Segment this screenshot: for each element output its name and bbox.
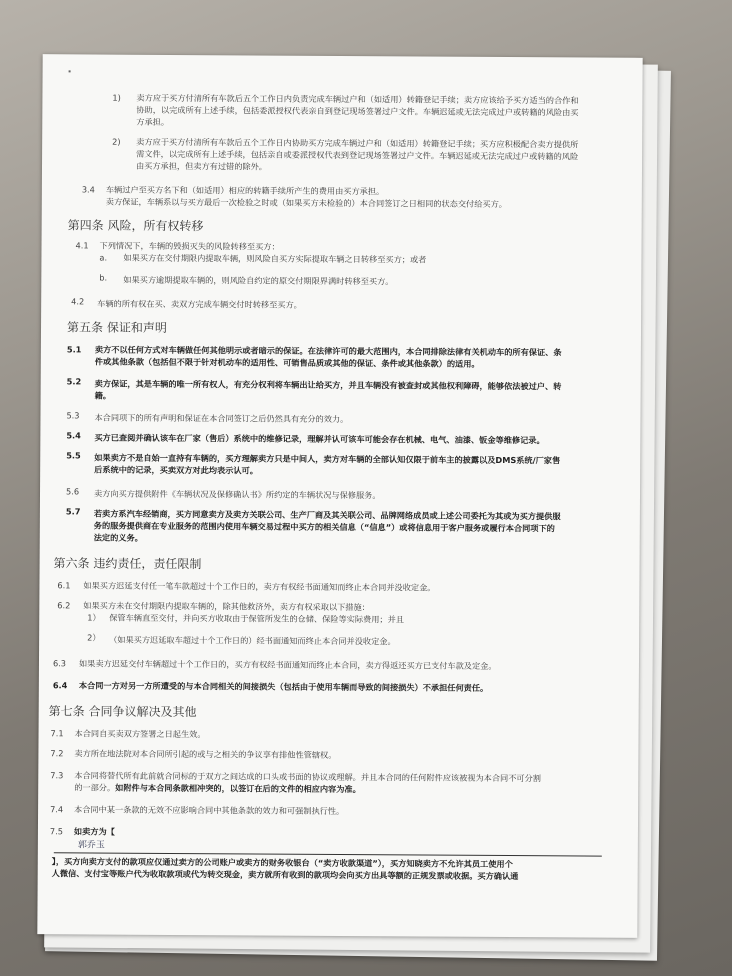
clause-number: 5.2 [66,376,82,387]
text-line: 如果买方逾期提取车辆的，则风险自约定的原交付期限界满时转移至买方。 [123,274,394,287]
text-line: 保管车辆直至交付，并向买方收取由于保管所发生的仓储、保险等实际费用；并且 [109,612,405,625]
clause-number: 6.2 [57,600,71,611]
clause-number: 5.7 [65,506,81,517]
text-line: 需文件，以完成所有上述手续，包括亲自或委派授权代表到登记现场签署过户文件。车辆迟延或无法完成过户或转籍的风险 [136,148,579,162]
sub-item-number: 1) [112,92,121,103]
text-line: 车辆过户至买方名下和（如适用）相应的转籍手续所产生的费用由买方承担。 [105,184,385,197]
text-line: 如卖方为【 [73,826,115,837]
text-line: 人微信、支付宝等账户代为收取款项或代为转交现金，卖方就所有收到的款项均会向买方出具等额的正规发票或收据。买方确认通 [51,868,519,882]
clause-number: 7.5 [49,826,64,837]
text-line: 车辆的所有权在买、卖双方完成车辆交付时转移至买方。 [97,298,302,310]
clause-number: 5.3 [66,410,80,421]
text-line: 由买方承担，但卖方有过错的除外。 [135,160,268,172]
text-line: 卖方向买方提供附件《车辆状况及保修确认书》所约定的车辆状况与保修服务。 [93,488,381,501]
text-line: 卖方应于买方付清所有车款后五个工作日内负责完成车辆过户和（如适用）转籍登记手续；卖方应该给予买方适当的合作和 [136,92,579,106]
clause-number: 5.4 [66,430,81,441]
clause-number: 3.4 [81,184,95,195]
sub-item-letter: a. [99,252,108,263]
text-line: 如果买方未在交付期限内提取车辆的，除其他救济外，卖方有权采取以下措施： [83,600,370,613]
text-line: 本合同中某一条款的无效不应影响合同中其他条款的效力和可强制执行性。 [74,804,345,817]
text-line: 件或其他条款（包括但不限于针对机动车的适用性、可销售品质或其他的保证、条件或其他条款）的适用。 [94,356,480,369]
text-line: 】，买方向卖方支付的款项应仅通过卖方的公司账户或卖方的财务收银台（“卖方收款渠道”），买方知晓卖方不允许其员工使用个 [51,856,513,870]
clause-number: 4.2 [71,296,85,307]
text-line: 后系统中的记录，买卖双方对此均表示认可。 [94,464,258,476]
text-line: 籍。 [94,390,112,401]
text-line: 务的服务提供商在专业服务的范围内使用车辆交易过程中买方的相关信息（“信息”）或将信息用于客户服务或履行本合同项下的 [93,520,555,534]
clause-number: 7.1 [50,728,64,739]
text-line: 买方已查阅并确认该车在厂家（售后）系统中的维修记录，理解并认可该车可能会存在机械、电气、油漆、钣金等维修记录。 [94,432,545,446]
text-line: 本合同自买卖双方签署之日起生效。 [74,728,206,740]
text-line: 卖方所在地法院对本合同所引起的或与之相关的争议享有排他性管辖权。 [74,748,337,760]
text-line: 方承担。 [136,116,170,127]
section-heading: 第七条 合同争议解决及其他 [48,704,197,720]
section-heading: 第六条 违约责任，责任限制 [53,556,202,572]
clause-number: 5.5 [66,450,81,461]
text-line: 如果买方在交付期限内提取车辆，则风险自买方实际提取车辆之日转移至买方；或者 [123,252,427,265]
text-line: 卖方保证，车辆系以与买方最后一次检验之时或（如果买方未检验的）本合同签订之日相同的状态交付给买方。 [105,196,508,210]
section-heading: 第五条 保证和声明 [66,320,167,335]
text-line: 卖方不以任何方式对车辆做任何其他明示或者暗示的保证。在法律许可的最大范围内，本合同排除法律有关机动车的所有保证、条 [94,344,562,358]
text-line: 若卖方系汽车经销商，买方同意卖方及卖方关联公司、生产厂商及其关联公司、品牌网络成员或上述公司委托为其或为买方提供服 [93,508,561,522]
text-line: 卖方应于买方付清所有车款后五个工作日内协助买方完成车辆过户和（如适用）转籍登记手续；买方应积极配合卖方提供所 [136,136,579,150]
section-heading: 第四条 风险，所有权转移 [67,218,204,234]
clause-number: 7.2 [50,748,64,759]
clause-number: 7.4 [50,804,64,815]
text-line [74,782,361,795]
text-line: 本合同一方对另一方所遭受的与本合同相关的间接损失（包括由于使用车辆而导致的间接损失）不承担任何责任。 [78,680,489,693]
clause-number: 5.6 [65,486,80,497]
text-line: 本合同项下的所有声明和保证在本合同签订之后仍然具有充分的效力。 [94,412,349,425]
sub-item-number: 1） [87,612,101,623]
contract-page [37,54,642,938]
handwritten-name: 郭乔玉 [77,840,105,851]
text-line: 如果卖方迟延交付车辆超过十个工作日的，买方有权经书面通知而终止本合同，卖方得返还买方已支付车款及定金。 [78,658,497,671]
clause-number: 6.3 [52,658,67,669]
clause-number: 4.1 [75,240,89,251]
clause-number: 6.1 [57,580,71,591]
punch-mark [69,70,71,72]
text-line: 本合同将替代所有此前就合同标的于双方之间达成的口头或书面的协议或理解。并且本合同的任何附件应该被视为本合同不可分割 [74,770,542,784]
text-span: 的一部分。 [74,782,116,793]
sub-item-number: 2） [87,632,101,643]
sub-item-number: 2) [112,136,121,147]
text-line: 如果买方迟延支付任一笔车款超过十个工作日的，卖方有权经书面通知而终止本合同并没收定金。 [83,580,436,593]
text-line: 如果卖方不是自始一直持有车辆的，买方理解卖方只是中间人，卖方对车辆的全部认知仅限于前车主的披露以及DMS系统/厂家售 [94,452,561,466]
clause-number: 5.1 [66,344,82,355]
text-line: 法定的义务。 [93,532,143,543]
sub-item-letter: b. [99,272,108,283]
clause-number: 6.4 [52,680,68,691]
clause-number: 7.3 [50,770,64,781]
text-line: （如果买方迟延取车超过十个工作日的）经书面通知而终止本合同并没收定金。 [109,634,396,647]
text-line: 下列情况下，车辆的毁损灭失的风险转移至买方： [99,240,280,252]
text-line: 卖方保证，其是车辆的唯一所有权人，有充分权利将车辆出让给买方，并且车辆没有被查封或其他权利障碍，能够依法被过户、转 [94,378,562,392]
text-span-bold: 如附件与本合同条款相冲突的，以签订在后的文件的相应内容为准。 [115,782,361,795]
text-line: 协助，以完成所有上述手续，包括委派授权代表亲自到登记现场签署过户文件。车辆迟延或无法完成过户或转籍的风险由买 [136,104,579,118]
